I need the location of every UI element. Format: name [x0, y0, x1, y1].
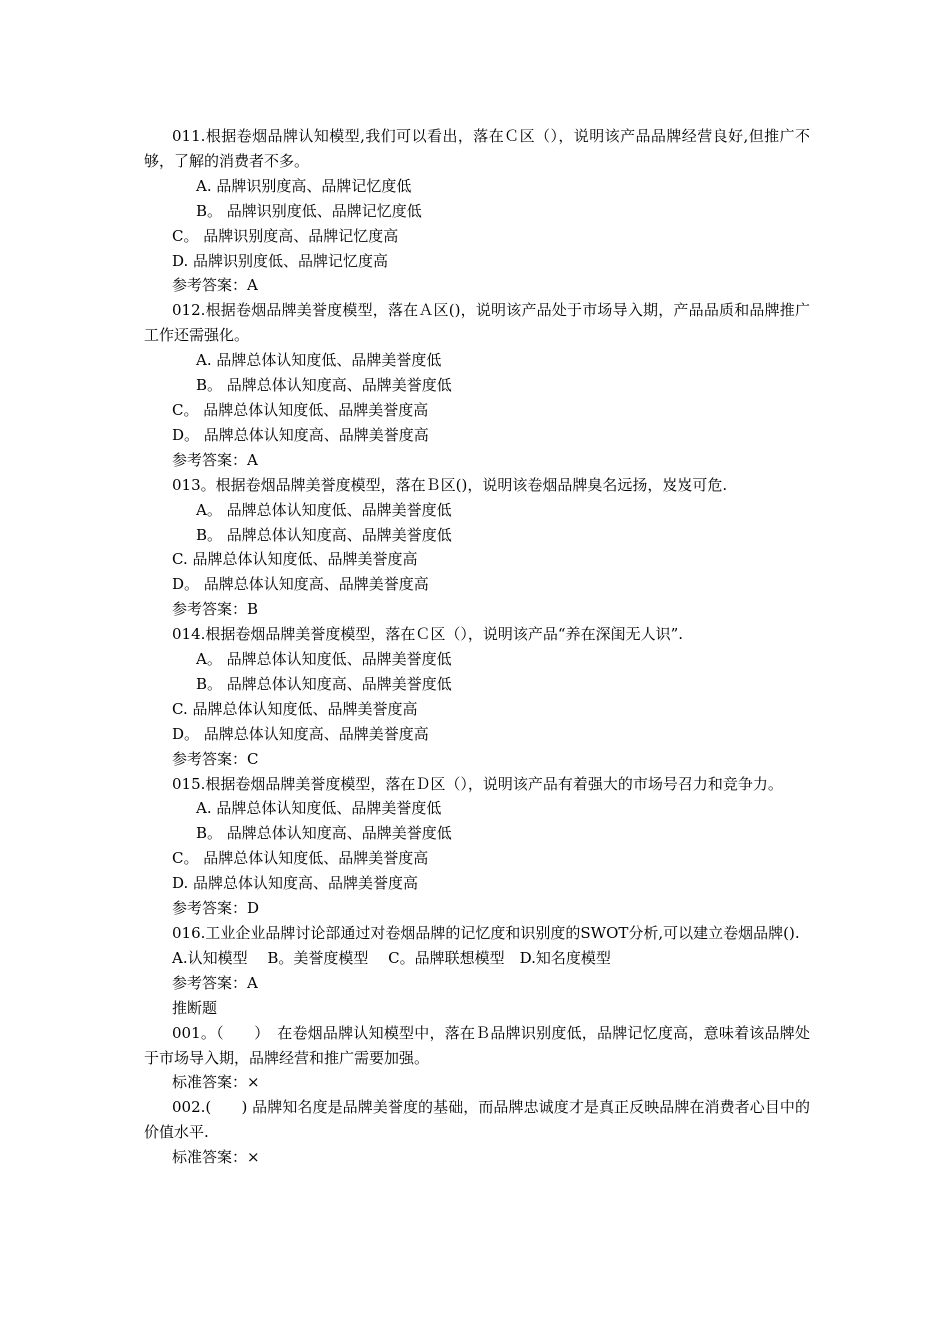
judgment-001-answer: 标准答案：× — [172, 1073, 260, 1092]
question-014-option-d: D。 品牌总体认知度高、品牌美誉度高 — [172, 724, 429, 743]
question-016-options: A.认知模型 B。美誉度模型 C。品牌联想模型 D.知名度模型 — [172, 948, 611, 967]
question-013-option-c: C. 品牌总体认知度低、品牌美誉度高 — [172, 550, 418, 569]
question-014-option-a: A。 品牌总体认知度低、品牌美誉度低 — [196, 650, 452, 669]
question-012-option-d: D。 品牌总体认知度高、品牌美誉度高 — [172, 425, 429, 444]
question-015-stem: 015.根据卷烟品牌美誉度模型，落在Ｄ区（），说明该产品有着强大的市场号召力和竞争力。 — [172, 774, 783, 793]
question-011-option-d: D. 品牌识别度低、品牌记忆度高 — [172, 251, 389, 270]
question-014-answer: 参考答案：C — [172, 749, 259, 768]
question-011-option-a: A. 品牌识别度高、品牌记忆度低 — [196, 176, 412, 195]
question-015-option-b: B。 品牌总体认知度高、品牌美誉度低 — [196, 824, 452, 843]
question-014-option-c: C. 品牌总体认知度低、品牌美誉度高 — [172, 699, 418, 718]
section-title: 推断题 — [172, 998, 218, 1017]
question-013-option-d: D。 品牌总体认知度高、品牌美誉度高 — [172, 575, 429, 594]
judgment-002-stem: 002.( ) 品牌知名度是品牌美誉度的基础，而品牌忠诚度才是真正反映品牌在消费者心目中的价值水平. — [144, 1098, 810, 1142]
question-014-option-b: B。 品牌总体认知度高、品牌美誉度低 — [196, 674, 452, 693]
question-015-option-d: D. 品牌总体认知度高、品牌美誉度高 — [172, 874, 419, 893]
question-012-option-a: A. 品牌总体认知度低、品牌美誉度低 — [196, 351, 442, 370]
judgment-002-answer: 标准答案：× — [172, 1148, 260, 1167]
question-012-stem: 012.根据卷烟品牌美誉度模型，落在Ａ区()，说明该产品处于市场导入期，产品品质和品牌推广工作还需强化。 — [144, 301, 810, 345]
question-011-option-c: C。 品牌识别度高、品牌记忆度高 — [172, 226, 399, 245]
question-011-answer: 参考答案：A — [172, 276, 258, 295]
question-016-answer: 参考答案：A — [172, 973, 258, 992]
question-013-option-a: A。 品牌总体认知度低、品牌美誉度低 — [196, 500, 452, 519]
document-body — [144, 124, 810, 1170]
question-015-option-a: A. 品牌总体认知度低、品牌美誉度低 — [196, 799, 442, 818]
question-011-option-b: B。 品牌识别度低、品牌记忆度低 — [196, 201, 422, 220]
question-016-stem: 016.工业企业品牌讨论部通过对卷烟品牌的记忆度和识别度的SWOT分析,可以建立卷烟品牌(). — [172, 924, 800, 942]
question-012-answer: 参考答案：A — [172, 450, 258, 469]
question-015-answer: 参考答案：D — [172, 899, 260, 918]
question-012-option-c: C。 品牌总体认知度低、品牌美誉度高 — [172, 400, 429, 419]
question-013-answer: 参考答案：B — [172, 600, 259, 619]
judgment-001-stem: 001。（ ） 在卷烟品牌认知模型中，落在Ｂ品牌识别度低，品牌记忆度高，意味着该品牌处于市场导入期，品牌经营和推广需要加强。 — [144, 1023, 810, 1067]
question-015-option-c: C。 品牌总体认知度低、品牌美誉度高 — [172, 849, 429, 868]
question-011-stem: 011.根据卷烟品牌认知模型,我们可以看出，落在Ｃ区（），说明该产品品牌经营良好,但推广不够，了解的消费者不多。 — [144, 127, 810, 170]
question-013-option-b: B。 品牌总体认知度高、品牌美誉度低 — [196, 525, 452, 544]
question-013-stem: 013。根据卷烟品牌美誉度模型，落在Ｂ区()，说明该卷烟品牌臭名远扬，岌岌可危. — [172, 475, 728, 494]
question-012-option-b: B。 品牌总体认知度高、品牌美誉度低 — [196, 376, 452, 395]
question-014-stem: 014.根据卷烟品牌美誉度模型，落在Ｃ区（），说明该产品“养在深闺无人识”. — [172, 625, 684, 644]
